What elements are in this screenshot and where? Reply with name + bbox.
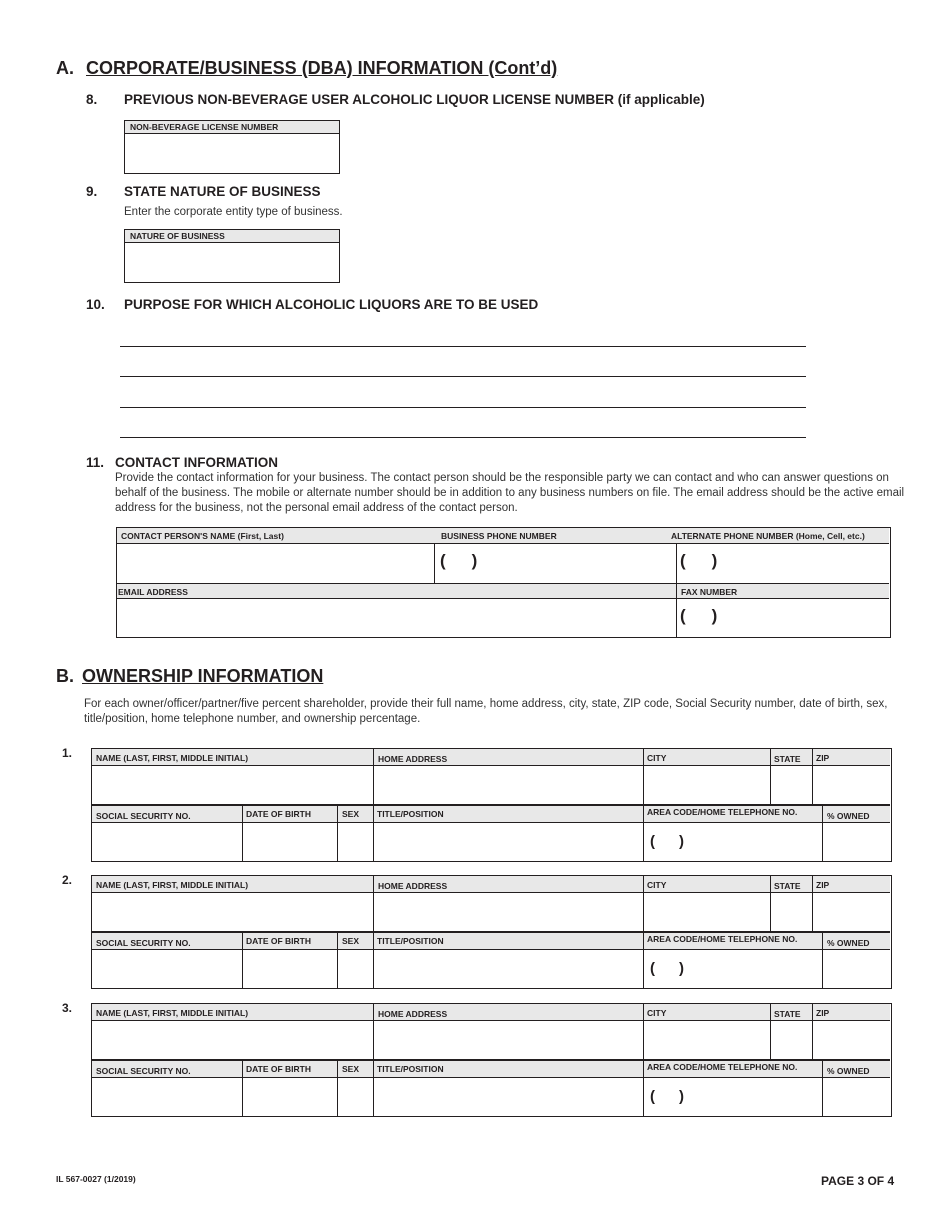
owner-title-label: TITLE/POSITION	[377, 936, 444, 946]
owner-sex-input[interactable]	[337, 1078, 373, 1116]
owner-name-label: NAME (LAST, FIRST, MIDDLE INITIAL)	[96, 880, 249, 890]
owner-zip-label: ZIP	[816, 1008, 830, 1018]
owner-title-label: TITLE/POSITION	[377, 809, 444, 819]
owner-phone-close-paren: )	[679, 1088, 684, 1105]
owner-title-input[interactable]	[373, 823, 643, 861]
owner-phone-open-paren: (	[650, 960, 655, 977]
fax-open-paren: (	[680, 606, 686, 625]
owner-table	[91, 875, 892, 989]
owner-phone-label: AREA CODE/HOME TELEPHONE NO.	[647, 1062, 798, 1072]
owner-phone-input[interactable]	[643, 1078, 822, 1116]
owner-name-label: NAME (LAST, FIRST, MIDDLE INITIAL)	[96, 1008, 249, 1018]
owner-phone-input[interactable]	[643, 823, 822, 861]
q8-question: PREVIOUS NON-BEVERAGE USER ALCOHOLIC LIQUOR LICENSE NUMBER (if applicable)	[124, 92, 705, 107]
owner-ssn-input[interactable]	[92, 1078, 242, 1116]
owner-ssn-input[interactable]	[92, 823, 242, 861]
owner-zip-label: ZIP	[816, 880, 830, 890]
contact-table	[116, 527, 891, 638]
section-b-description: For each owner/officer/partner/five percent shareholder, provide their full name, home address, city, state, ZIP code, Social Security number, date of birth, sex, title/position, home telephone number, and ownership percentage.	[84, 698, 888, 725]
q9-question: STATE NATURE OF BUSINESS	[124, 184, 321, 199]
owner-state-input[interactable]	[770, 1021, 812, 1059]
owner-city-label: CITY	[647, 880, 667, 890]
q11-number: 11.	[86, 455, 105, 470]
owner-address-label: HOME ADDRESS	[378, 1009, 448, 1019]
owner-sex-input[interactable]	[337, 823, 373, 861]
fax-input[interactable]	[677, 599, 889, 637]
purpose-line-4[interactable]	[120, 437, 806, 438]
owner-ssn-input[interactable]	[92, 950, 242, 988]
alternate-phone-open-paren: (	[680, 551, 686, 570]
business-phone-close-paren: )	[471, 551, 478, 570]
owner-table	[91, 1003, 892, 1117]
owner-dob-label: DATE OF BIRTH	[246, 1064, 312, 1074]
owner-phone-input[interactable]	[643, 950, 822, 988]
owner-sex-label: SEX	[342, 809, 360, 819]
owner-ssn-label: SOCIAL SECURITY NO.	[96, 811, 191, 821]
section-a-letter: A.	[56, 58, 74, 78]
business-phone-open-paren: (	[440, 551, 446, 570]
page-number: PAGE 3 OF 4	[821, 1174, 895, 1188]
owner-city-label: CITY	[647, 753, 667, 763]
owner-name-label: NAME (LAST, FIRST, MIDDLE INITIAL)	[96, 753, 249, 763]
non-beverage-license-field[interactable]	[124, 120, 340, 174]
q9-instruction: Enter the corporate entity type of business.	[124, 206, 343, 218]
alternate-phone-close-paren: )	[711, 551, 718, 570]
owner-state-label: STATE	[774, 881, 801, 891]
owner-phone-label: AREA CODE/HOME TELEPHONE NO.	[647, 807, 798, 817]
section-a-title: CORPORATE/BUSINESS (DBA) INFORMATION (Cont’d)	[86, 58, 558, 78]
q10-question: PURPOSE FOR WHICH ALCOHOLIC LIQUORS ARE TO BE USED	[124, 297, 539, 312]
owner-table	[91, 748, 892, 862]
owner-number: 1.	[62, 746, 73, 760]
owner-city-input[interactable]	[643, 893, 770, 931]
email-input[interactable]	[117, 599, 677, 637]
owner-dob-input[interactable]	[242, 950, 337, 988]
owner-phone-close-paren: )	[679, 833, 684, 850]
owner-city-label: CITY	[647, 1008, 667, 1018]
email-label: EMAIL ADDRESS	[118, 587, 188, 597]
owner-zip-input[interactable]	[812, 893, 890, 931]
owner-zip-input[interactable]	[812, 766, 890, 804]
form-id: IL 567-0027 (1/2019)	[56, 1174, 136, 1184]
q11-description: Provide the contact information for your business. The contact person should be the responsible party we can contact and who can answer questions on behalf of the business. The mobile or alternate number should be in addition to any business numbers on file. The email address should be the active email address for the business, not the personal email address of the contact person.	[115, 472, 905, 514]
owner-dob-label: DATE OF BIRTH	[246, 809, 312, 819]
owner-sex-label: SEX	[342, 1064, 360, 1074]
owner-address-label: HOME ADDRESS	[378, 881, 448, 891]
owner-name-input[interactable]	[92, 893, 373, 931]
purpose-line-1[interactable]	[120, 346, 806, 347]
owner-address-input[interactable]	[373, 1021, 643, 1059]
owner-phone-label: AREA CODE/HOME TELEPHONE NO.	[647, 934, 798, 944]
owner-dob-label: DATE OF BIRTH	[246, 936, 312, 946]
owner-dob-input[interactable]	[242, 1078, 337, 1116]
alternate-phone-input[interactable]	[677, 544, 889, 583]
owner-title-input[interactable]	[373, 950, 643, 988]
owner-number: 2.	[62, 873, 73, 887]
q9-number: 9.	[86, 184, 98, 199]
owner-state-input[interactable]	[770, 766, 812, 804]
owner-phone-open-paren: (	[650, 1088, 655, 1105]
owner-owned-label: % OWNED	[827, 938, 870, 948]
owner-state-label: STATE	[774, 754, 801, 764]
owner-address-label: HOME ADDRESS	[378, 754, 448, 764]
business-phone-label: BUSINESS PHONE NUMBER	[441, 531, 557, 541]
contact-name-input[interactable]	[117, 544, 435, 583]
section-b-title: OWNERSHIP INFORMATION	[82, 666, 324, 686]
owner-sex-label: SEX	[342, 936, 360, 946]
owner-zip-label: ZIP	[816, 753, 830, 763]
owner-address-input[interactable]	[373, 893, 643, 931]
owner-owned-label: % OWNED	[827, 1066, 870, 1076]
owner-owned-label: % OWNED	[827, 811, 870, 821]
business-phone-input[interactable]	[435, 544, 677, 583]
owner-name-input[interactable]	[92, 766, 373, 804]
q11-question: CONTACT INFORMATION	[115, 455, 278, 470]
owner-owned-input[interactable]	[822, 1078, 890, 1116]
q10-number: 10.	[86, 297, 105, 312]
owner-number: 3.	[62, 1001, 73, 1015]
contact-name-label: CONTACT PERSON'S NAME (First, Last)	[121, 531, 284, 541]
owner-title-label: TITLE/POSITION	[377, 1064, 444, 1074]
fax-label: FAX NUMBER	[681, 587, 738, 597]
owner-phone-open-paren: (	[650, 833, 655, 850]
owner-name-input[interactable]	[92, 1021, 373, 1059]
owner-phone-close-paren: )	[679, 960, 684, 977]
alternate-phone-label: ALTERNATE PHONE NUMBER (Home, Cell, etc.)	[671, 531, 865, 541]
owner-state-input[interactable]	[770, 893, 812, 931]
owner-sex-input[interactable]	[337, 950, 373, 988]
owner-ssn-label: SOCIAL SECURITY NO.	[96, 938, 191, 948]
owner-city-input[interactable]	[643, 766, 770, 804]
nature-of-business-field[interactable]	[124, 229, 340, 283]
q8-number: 8.	[86, 92, 98, 107]
non-beverage-license-label: NON-BEVERAGE LICENSE NUMBER	[125, 121, 339, 134]
owner-owned-input[interactable]	[822, 950, 890, 988]
owner-ssn-label: SOCIAL SECURITY NO.	[96, 1066, 191, 1076]
owner-city-input[interactable]	[643, 1021, 770, 1059]
owner-dob-input[interactable]	[242, 823, 337, 861]
owner-state-label: STATE	[774, 1009, 801, 1019]
purpose-line-3[interactable]	[120, 407, 806, 408]
owner-owned-input[interactable]	[822, 823, 890, 861]
fax-close-paren: )	[711, 606, 718, 625]
purpose-line-2[interactable]	[120, 376, 806, 377]
owner-title-input[interactable]	[373, 1078, 643, 1116]
nature-of-business-label: NATURE OF BUSINESS	[125, 230, 339, 243]
section-b-letter: B.	[56, 666, 74, 686]
owner-address-input[interactable]	[373, 766, 643, 804]
owner-zip-input[interactable]	[812, 1021, 890, 1059]
